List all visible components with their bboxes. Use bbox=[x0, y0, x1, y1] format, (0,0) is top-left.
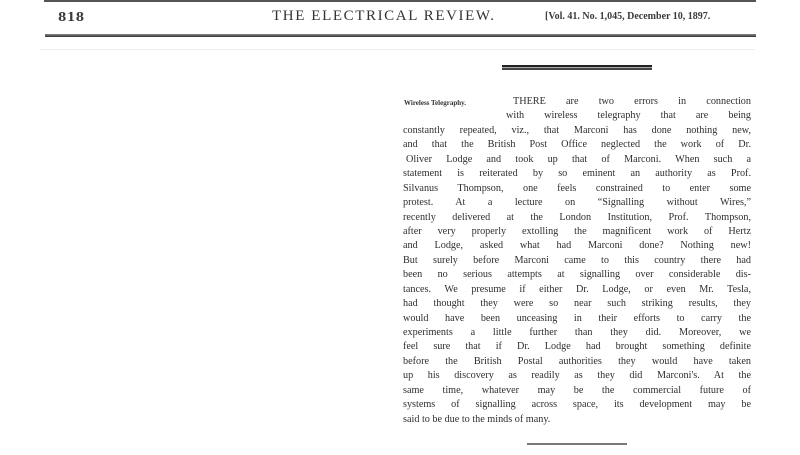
header-rule bbox=[45, 34, 756, 37]
article-line: and that the British Post Office neglected the work of Dr. bbox=[403, 139, 751, 151]
article-line: constantly repeated, viz., that Marconi has done nothing new, bbox=[403, 124, 751, 136]
article-line: recently delivered at the London Institution, Prof. Thompson, bbox=[403, 211, 751, 223]
article-line: and Lodge, asked what had Marconi done? Nothing new! bbox=[403, 240, 751, 252]
article-line: Oliver Lodge and took up that of Marconi. When such a bbox=[406, 153, 751, 165]
article-line: had thought they were so near such striking results, they bbox=[403, 298, 751, 310]
top-border-rule bbox=[44, 0, 756, 2]
article-body bbox=[403, 95, 751, 427]
article-line: statement is reiterated by so eminent an authority as Prof. bbox=[403, 168, 751, 180]
article-end-rule bbox=[527, 443, 627, 445]
article-line: same time, whatever may be the commercial future of bbox=[403, 384, 751, 396]
article-line: protest. At a lecture on “Signalling without Wires,” bbox=[403, 197, 751, 209]
article-line: feel sure that if Dr. Lodge had brought something definite bbox=[403, 341, 751, 353]
article-line: been no serious attempts at signalling over considerable dis- bbox=[403, 269, 751, 281]
article-line: before the British Postal authorities they would have taken bbox=[403, 355, 751, 367]
article-line: Silvanus Thompson, one feels constrained to enter some bbox=[403, 182, 751, 194]
article-line: experiments a little further than they did. Moreover, we bbox=[403, 327, 751, 338]
faint-rule bbox=[40, 49, 755, 50]
article-line: after very properly extolling the magnificent work of Hertz bbox=[403, 225, 751, 237]
journal-title: THE ELECTRICAL REVIEW. bbox=[272, 8, 496, 24]
article-line: with wireless telegraphy that are being bbox=[506, 110, 751, 122]
article-line: would have been unceasing in their efforts to carry the bbox=[403, 312, 751, 324]
issue-info: [Vol. 41. No. 1,045, December 10, 1897. bbox=[545, 11, 711, 22]
article-line: said to be due to the minds of many. bbox=[403, 413, 551, 425]
article-line: But surely before Marconi came to this country there had bbox=[403, 254, 751, 266]
article-line: systems of signalling across space, its development may be bbox=[403, 399, 751, 411]
page-number: 818 bbox=[58, 10, 85, 24]
section-divider-rule bbox=[502, 65, 652, 70]
article-line: tances. We presume if either Dr. Lodge, or even Mr. Tesla, bbox=[403, 283, 751, 295]
article-line: THERE are two errors in connection bbox=[513, 96, 751, 107]
article-line: up his discovery as readily as they did Marconi's. At the bbox=[403, 370, 751, 382]
article-sidenote: Wireless Telegraphy. bbox=[404, 99, 466, 107]
